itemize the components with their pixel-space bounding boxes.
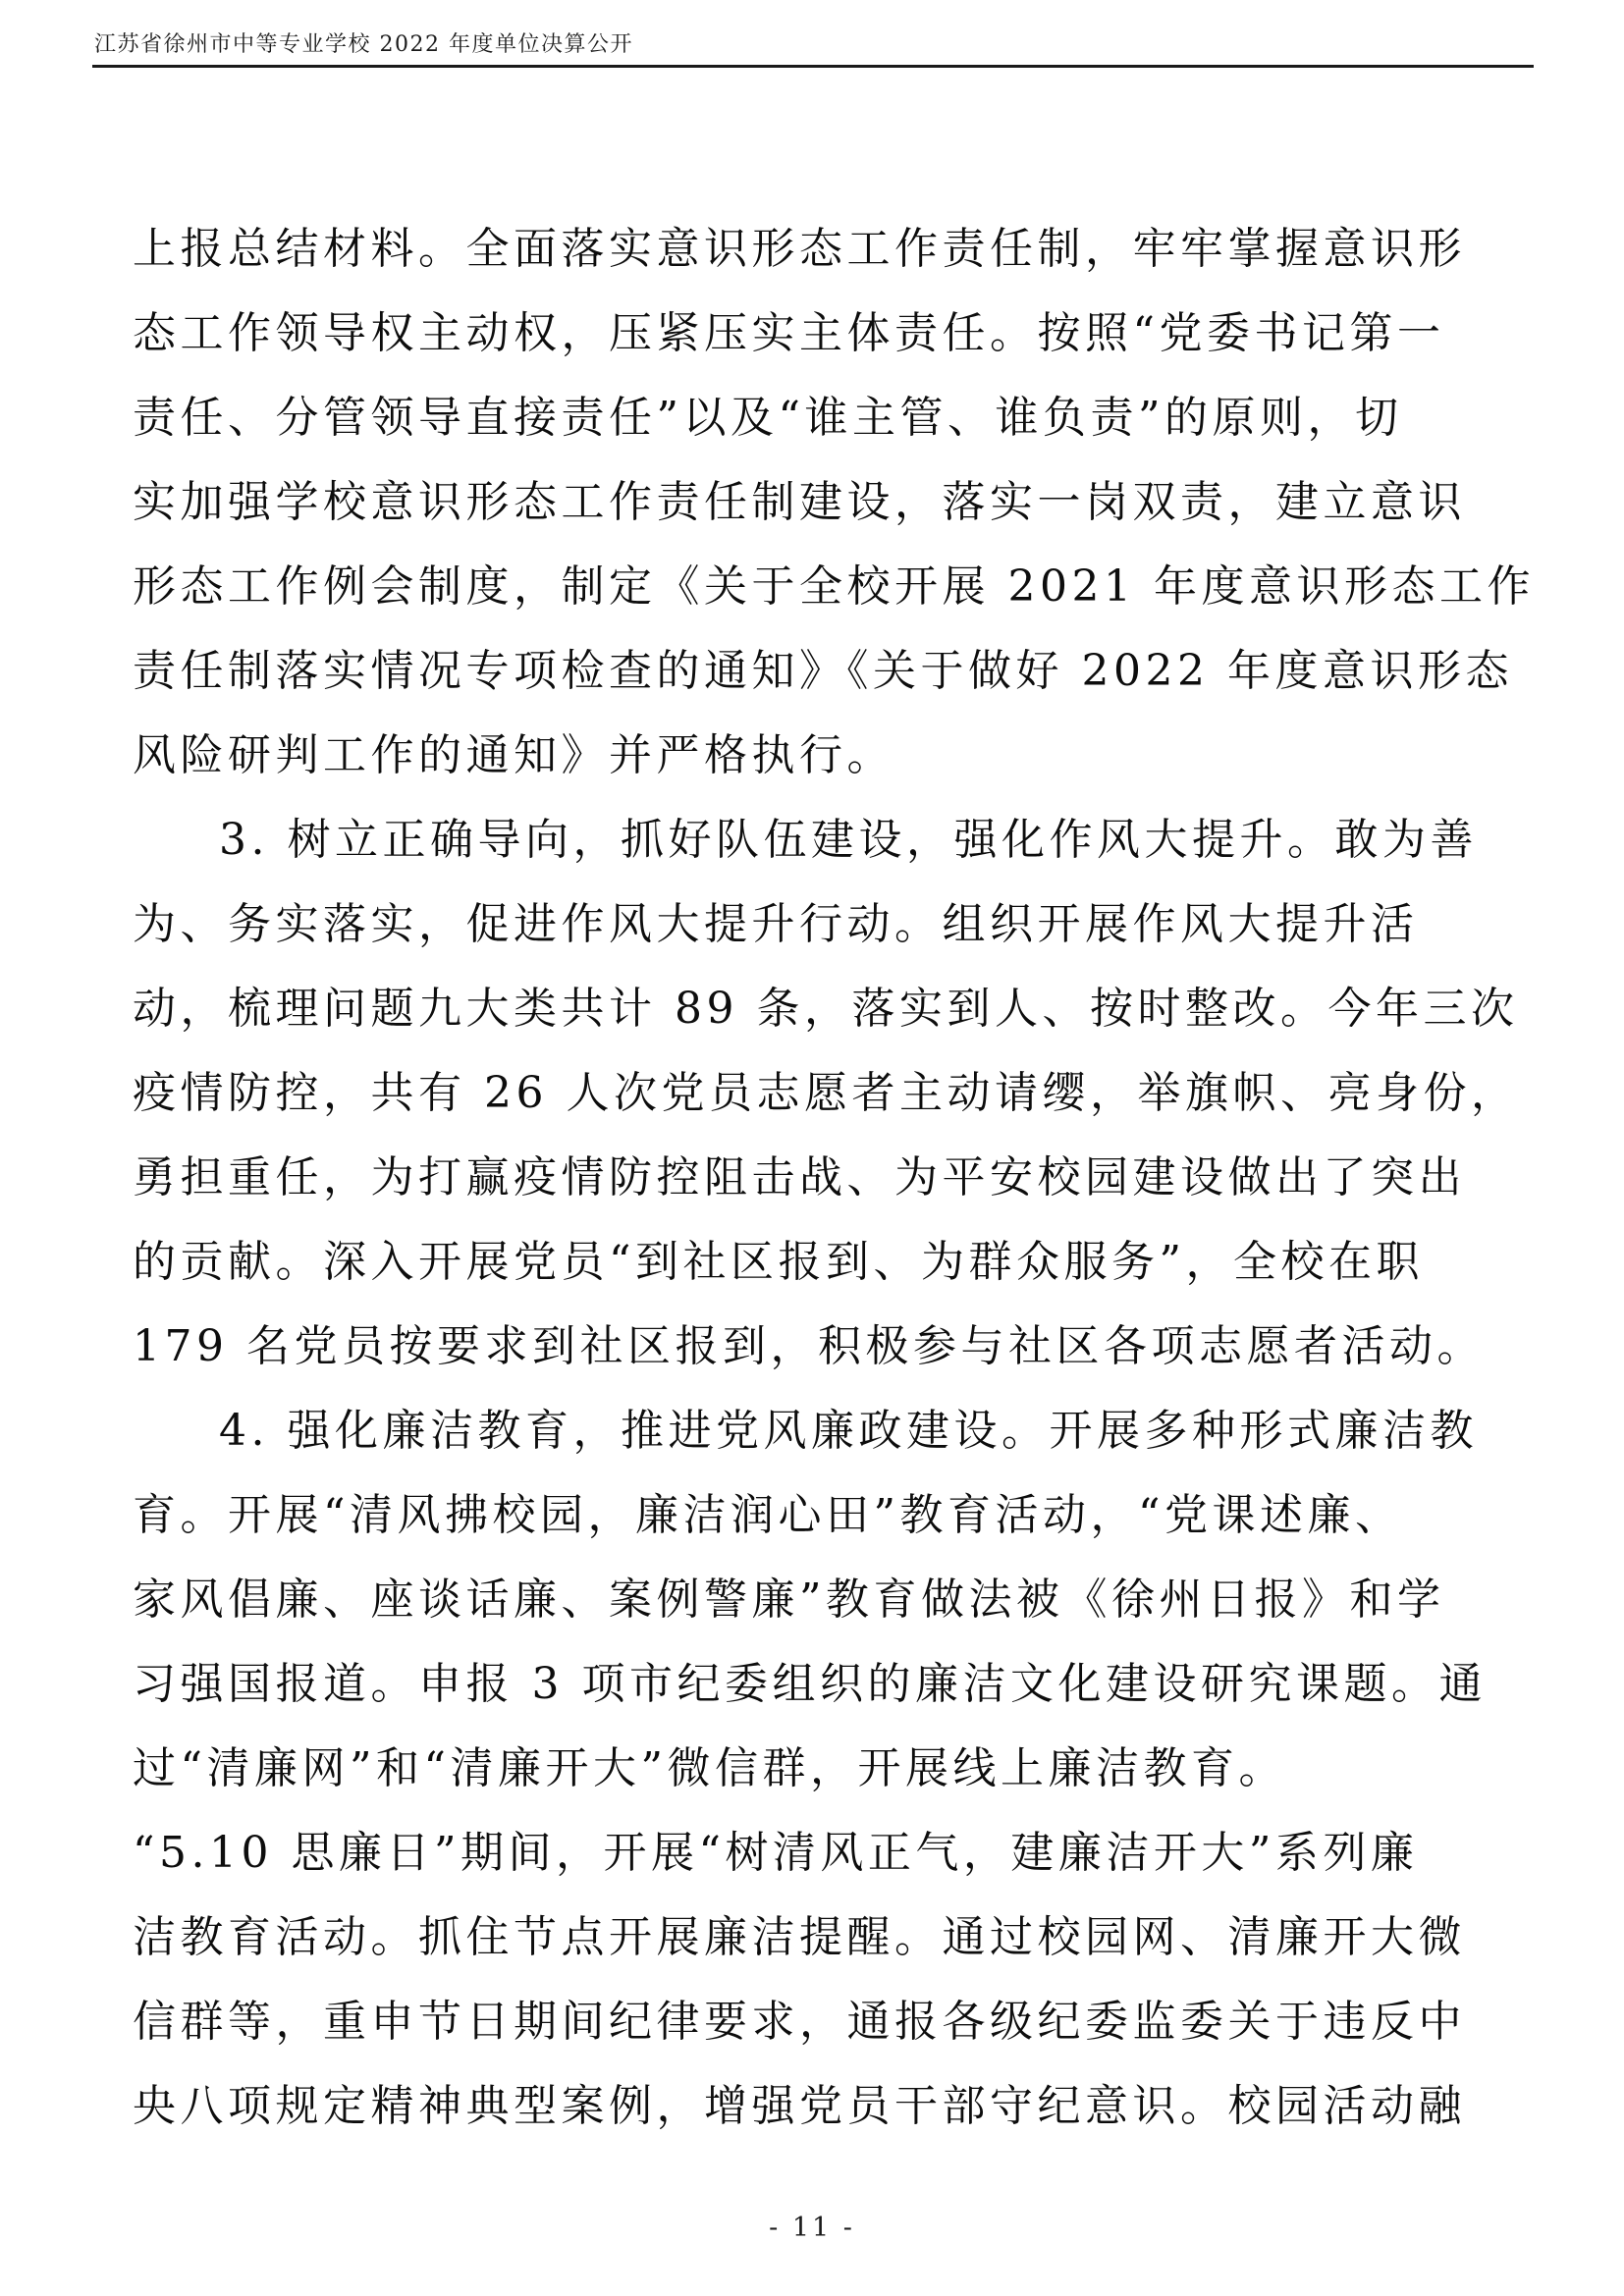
text-line: 责任、分管领导直接责任”以及“谁主管、谁负责”的原则，切: [133, 393, 1403, 443]
text-line: 洁教育活动。抓住节点开展廉洁提醒。通过校园网、清廉开大微: [133, 1912, 1466, 1962]
text-line: 形态工作例会制度，制定《关于全校开展 2021 年度意识形态工作: [133, 561, 1535, 612]
text-line: 上报总结材料。全面落实意识形态工作责任制，牢牢掌握意识形: [133, 224, 1466, 274]
text-line: 疫情防控，共有 26 人次党员志愿者主动请缨，举旗帜、亮身份，: [133, 1068, 1519, 1118]
text-line: 为、务实落实，促进作风大提升行动。组织开展作风大提升活: [133, 899, 1419, 949]
text-line: 勇担重任，为打赢疫情防控阻击战、为平安校园建设做出了突出: [133, 1152, 1466, 1202]
text-line: 过“清廉网”和“清廉开大”微信群，开展线上廉洁教育。: [133, 1743, 1286, 1793]
text-line: 育。开展“清风拂校园，廉洁润心田”教育活动，“党课述廉、: [133, 1490, 1403, 1540]
page-header: [94, 27, 1534, 58]
text-line: 信群等，重申节日期间纪律要求，通报各级纪委监委关于违反中: [133, 1997, 1466, 2047]
text-line: 179 名党员按要求到社区报到，积极参与社区各项志愿者活动。: [133, 1321, 1485, 1371]
text-line: 态工作领导权主动权，压紧压实主体责任。按照“党委书记第一: [133, 308, 1445, 358]
page-number: - 11 -: [769, 2213, 855, 2243]
text-line-paragraph-4-start: 4. 强化廉洁教育，推进党风廉政建设。开展多种形式廉洁教: [219, 1406, 1478, 1456]
text-line-paragraph-3-start: 3. 树立正确导向，抓好队伍建设，强化作风大提升。敢为善: [219, 815, 1478, 865]
page-footer: [0, 2213, 1624, 2243]
document-body: [133, 207, 1535, 2149]
text-line: 实加强学校意识形态工作责任制建设，落实一岗双责，建立意识: [133, 477, 1466, 527]
text-line: 风险研判工作的通知》并严格执行。: [133, 730, 894, 780]
header-divider: [92, 65, 1534, 68]
text-line: “5.10 思廉日”期间，开展“树清风正气，建廉洁开大”系列廉: [133, 1828, 1419, 1878]
text-line: 责任制落实情况专项检查的通知》《关于做好 2022 年度意识形态: [133, 646, 1513, 696]
text-line: 动，梳理问题九大类共计 89 条，落实到人、按时整改。今年三次: [133, 984, 1519, 1034]
text-line: 习强国报道。申报 3 项市纪委组织的廉洁文化建设研究课题。通: [133, 1659, 1487, 1709]
header-title: 江苏省徐州市中等专业学校 2022 年度单位决算公开: [94, 32, 633, 57]
text-line: 家风倡廉、座谈话廉、案例警廉”教育做法被《徐州日报》和学: [133, 1575, 1445, 1625]
text-line: 央八项规定精神典型案例，增强党员干部守纪意识。校园活动融: [133, 2081, 1466, 2131]
text-line: 的贡献。深入开展党员“到社区报到、为群众服务”，全校在职: [133, 1237, 1424, 1287]
